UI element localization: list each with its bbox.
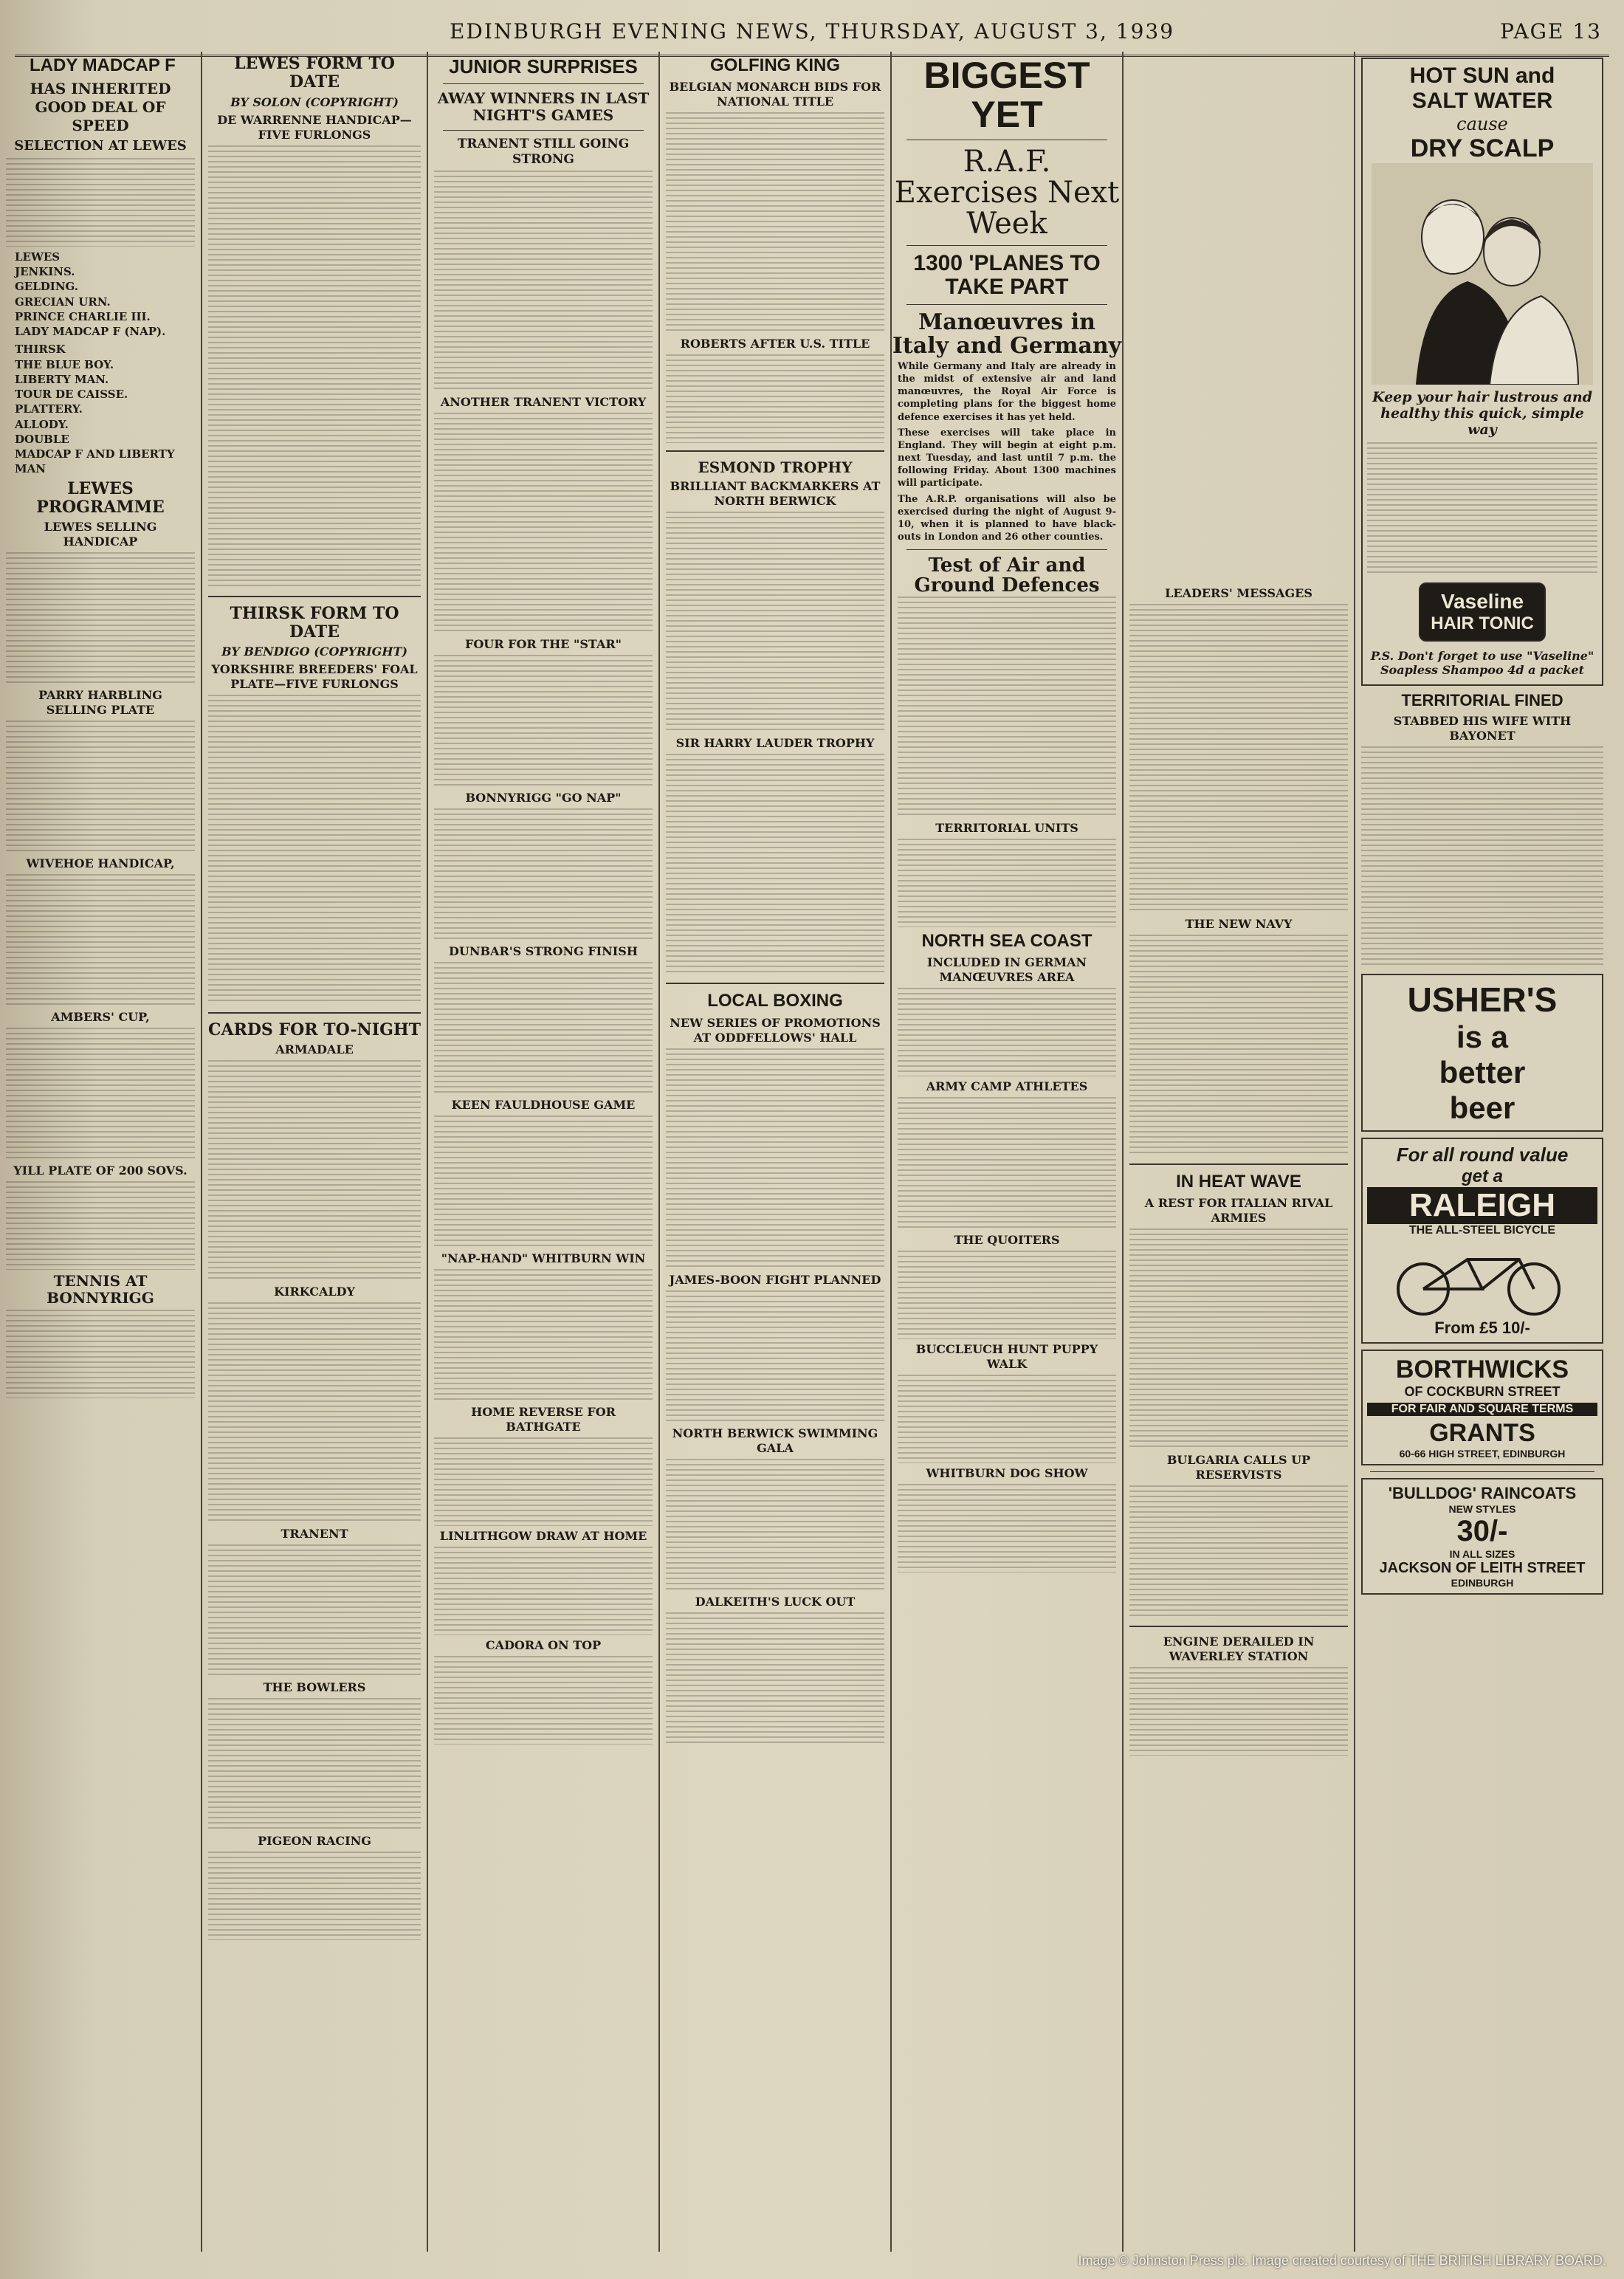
subhead-italian-armies: A REST FOR ITALIAN RIVAL ARMIES (1144, 1196, 1333, 1226)
ad-line: HOT SUN and (1409, 63, 1555, 88)
masthead (15, 13, 1609, 57)
headline-1300-planes: 1300 'PLANES TO TAKE PART (913, 251, 1101, 299)
article-text (208, 695, 421, 1005)
headline-manoeuvres: Manœuvres in Italy and Germany (892, 309, 1122, 359)
article-text (666, 112, 884, 334)
vaseline-logo (1419, 582, 1546, 642)
ad-line: beer (1449, 1090, 1515, 1126)
headline-lewes-form: LEWES FORM TO DATE (234, 54, 395, 92)
subhead-bayonet: STABBED HIS WIFE WITH BAYONET (1393, 714, 1572, 743)
subhead-speed: HAS INHERITED GOOD DEAL OF SPEED (30, 80, 171, 135)
raleigh-advert (1361, 1138, 1603, 1344)
headline-raf-exercises: R.A.F. Exercises Next Week (894, 145, 1120, 241)
ad-product: HAIR TONIC (1431, 613, 1534, 633)
image-credit: Image © Johnston Press plc. Image created courtesy of THE BRITISH LIBRARY BOARD. (1078, 2253, 1606, 2268)
list-item: LIBERTY MAN. (15, 372, 109, 386)
section-title: BULGARIA CALLS UP RESERVISTS (1166, 1453, 1311, 1482)
ushers-advert (1361, 974, 1603, 1132)
ad-sub: OF COCKBURN STREET (1404, 1384, 1561, 1400)
article-text (434, 1269, 653, 1402)
race-title: PARRY HARBLING SELLING PLATE (38, 688, 162, 718)
headline-thirsk-form: THIRSK FORM TO DATE (230, 603, 399, 642)
selections-lewes (15, 250, 186, 340)
article-text (1129, 1228, 1348, 1450)
headline-heat-wave: IN HEAT WAVE (1176, 1172, 1301, 1192)
article-text (666, 754, 884, 975)
ad-line: is a (1456, 1020, 1509, 1055)
headline-lewes-programme: LEWES PROGRAMME (36, 478, 165, 517)
column-raf-exercises (892, 52, 1124, 2252)
article-text (434, 1547, 653, 1635)
divider (906, 245, 1107, 246)
vaseline-advert (1361, 58, 1603, 686)
ad-brand: BORTHWICKS (1395, 1355, 1569, 1384)
masthead-title: EDINBURGH EVENING NEWS, THURSDAY, AUGUST 3, 1939 (449, 19, 1175, 44)
article-text (898, 1097, 1116, 1230)
subhead-belgian-monarch: BELGIAN MONARCH BIDS FOR NATIONAL TITLE (669, 80, 881, 109)
divider (1370, 1471, 1594, 1472)
column-news-continued (1124, 52, 1355, 2252)
column-adverts (1355, 52, 1609, 2252)
race-title: YORKSHIRE BREEDERS' FOAL PLATE—FIVE FURLONGS (211, 662, 418, 692)
race-title: WIVEHOE HANDICAP, (26, 856, 175, 871)
divider (1129, 1163, 1348, 1165)
borthwicks-advert (1361, 1350, 1603, 1465)
section-title: DUNBAR'S STRONG FINISH (449, 944, 638, 959)
article-text (6, 158, 195, 247)
headline-air-ground: Test of Air and Ground Defences (914, 554, 1100, 597)
article-text (6, 1028, 195, 1161)
ad-line: 'BULLDOG' RAINCOATS (1388, 1484, 1577, 1503)
section-title: LINLITHGOW DRAW AT HOME (439, 1529, 647, 1544)
list-item: GRECIAN URN. (15, 295, 111, 309)
ad-line: For all round value (1396, 1144, 1569, 1166)
article-text (666, 354, 884, 443)
subhead-selection: SELECTION AT LEWES (14, 138, 187, 154)
ad-line: NEW STYLES (1448, 1503, 1516, 1516)
article-text (208, 1060, 421, 1282)
column-racing-tips (0, 52, 202, 2252)
spacer-under-headline (1124, 52, 1354, 583)
article-text (208, 145, 421, 588)
article-text (666, 1290, 884, 1423)
divider (208, 596, 421, 597)
column-junior-football (428, 52, 660, 2252)
list-item: GELDING. (15, 280, 79, 294)
article-text (1129, 604, 1348, 914)
article-text (898, 1484, 1116, 1572)
section-title: BONNYRIGG "GO NAP" (465, 791, 622, 805)
column-form-guide (202, 52, 428, 2252)
article-text (434, 171, 653, 392)
article-text (208, 1544, 421, 1677)
list-item: LEWES (15, 250, 61, 264)
section-title: FOUR FOR THE "STAR" (464, 637, 622, 652)
ad-line: better (1439, 1055, 1526, 1090)
ad-band: FOR FAIR AND SQUARE TERMS (1367, 1403, 1597, 1416)
article-text (898, 839, 1116, 927)
ad-tagline: THE ALL-STEEL BICYCLE (1408, 1224, 1556, 1237)
section-title: THE QUOITERS (954, 1233, 1060, 1248)
section-title: ROBERTS AFTER U.S. TITLE (680, 337, 870, 351)
list-item: MADCAP F AND LIBERTY MAN (15, 447, 175, 476)
headline-territorial-fined: TERRITORIAL FINED (1401, 691, 1563, 709)
headline-biggest-yet: BIGGEST YET (923, 55, 1090, 135)
race-title: LEWES SELLING HANDICAP (44, 520, 157, 549)
ad-line: cause (1456, 114, 1508, 134)
bulldog-raincoats-advert (1361, 1478, 1603, 1595)
article-text (1129, 1485, 1348, 1618)
intro-text-3: The A.R.P. organisations will also be exercised during the night of August 9-10, when it is planned to have black-outs in London and 26 other counties. (898, 493, 1116, 543)
list-item: ALLODY. (15, 417, 69, 431)
article-text (6, 874, 195, 1007)
section-title: "NAP-HAND" WHITBURN WIN (441, 1251, 646, 1266)
section-title: ARMY CAMP ATHLETES (926, 1079, 1088, 1094)
ad-line: get a (1461, 1166, 1503, 1187)
section-title: ANOTHER TRANENT VICTORY (440, 395, 647, 410)
section-title: NORTH BERWICK SWIMMING GALA (672, 1426, 878, 1455)
divider (906, 549, 1107, 550)
article-text (666, 1459, 884, 1592)
section-title: ARMADALE (275, 1042, 354, 1057)
article-text (434, 1437, 653, 1526)
section-title: KIRKCALDY (274, 1285, 355, 1299)
ad-brand: Vaseline (1440, 590, 1524, 613)
divider (208, 1012, 421, 1014)
section-title: THE BOWLERS (263, 1680, 366, 1695)
subhead-oddfellows: NEW SERIES OF PROMOTIONS AT ODDFELLOWS' HALL (670, 1015, 881, 1045)
section-title: LEADERS' MESSAGES (1165, 586, 1312, 600)
section-title: TRANENT (281, 1527, 348, 1541)
divider (666, 450, 884, 452)
intro-text: While Germany and Italy are already in the midst of extensive air and land manœuvres, the Royal Air Force is completing plans for the biggest home defence exercises it has yet held. (898, 361, 1116, 423)
article-text (6, 1181, 195, 1270)
article-text (898, 1375, 1116, 1463)
section-title: CADORA ON TOP (485, 1638, 602, 1653)
article-text (1361, 746, 1603, 968)
article-text (208, 1852, 421, 1940)
headline-esmond-trophy: ESMOND TROPHY (698, 458, 853, 477)
headline-junior-surprises: JUNIOR SURPRISES (449, 55, 638, 78)
list-item: THIRSK (15, 343, 66, 357)
ad-brand: RALEIGH (1367, 1187, 1597, 1224)
headline-lady-madcap: LADY MADCAP F (30, 55, 176, 75)
article-text (6, 721, 195, 853)
divider (1129, 1626, 1348, 1627)
article-text (6, 1310, 195, 1398)
bicycle-icon (1372, 1237, 1593, 1319)
article-text (1129, 1667, 1348, 1756)
divider (906, 304, 1107, 305)
headline-local-boxing: LOCAL BOXING (707, 991, 843, 1011)
list-item: DOUBLE (15, 432, 69, 446)
list-item: PLATTERY. (15, 402, 83, 416)
ad-line: IN ALL SIZES (1449, 1548, 1515, 1561)
list-item: TOUR DE CAISSE. (15, 388, 128, 402)
section-title: KEEN FAULDHOUSE GAME (451, 1098, 636, 1113)
article-text (6, 552, 195, 685)
headline-tennis: TENNIS AT BONNYRIGG (47, 1272, 154, 1307)
ad-price: From £5 10/- (1434, 1319, 1530, 1338)
article-text (434, 1116, 653, 1248)
headline-golfing-king: GOLFING KING (710, 55, 840, 75)
headline-north-sea: NORTH SEA COAST (921, 930, 1093, 951)
column-golf-boxing (660, 52, 892, 2252)
ad-body-text (1367, 442, 1597, 575)
section-title: ENGINE DERAILED IN WAVERLEY STATION (1163, 1635, 1315, 1664)
divider (666, 983, 884, 984)
race-title: DE WARRENNE HANDICAP—FIVE FURLONGS (217, 112, 412, 142)
subhead-tranent: TRANENT STILL GOING STRONG (457, 136, 630, 167)
ad-caption: Keep your hair lustrous and healthy this quick, simple way (1372, 389, 1593, 438)
ad-city: EDINBURGH (1451, 1577, 1514, 1589)
article-text (666, 1612, 884, 1745)
ad-line: USHER'S (1407, 980, 1558, 1020)
page-number: PAGE 13 (1500, 19, 1602, 44)
ad-shop: JACKSON OF LEITH STREET (1379, 1560, 1586, 1577)
couple-illustration (1372, 163, 1593, 385)
race-title: AMBERS' CUP, (51, 1010, 150, 1025)
subhead-german-area: INCLUDED IN GERMAN MANŒUVRES AREA (926, 955, 1087, 985)
article-text (898, 988, 1116, 1076)
article-text (666, 1048, 884, 1270)
subhead-away-winners: AWAY WINNERS IN LAST NIGHT'S GAMES (437, 89, 650, 124)
article-text (666, 512, 884, 733)
list-item: PRINCE CHARLIE III. (15, 309, 151, 323)
ad-ps: P.S. Don't forget to use "Vaseline" Soapless Shampoo 4d a packet (1370, 649, 1594, 677)
list-item: JENKINS. (15, 265, 75, 279)
subhead-backmarkers: BRILLIANT BACKMARKERS AT NORTH BERWICK (670, 479, 881, 509)
section-title: BUCCLEUCH HUNT PUPPY WALK (915, 1342, 1098, 1372)
ad-store: GRANTS (1429, 1419, 1535, 1448)
section-title: HOME REVERSE FOR BATHGATE (471, 1405, 616, 1434)
divider (443, 130, 644, 131)
list-item: LADY MADCAP F (NAP). (15, 325, 166, 339)
article-text (434, 655, 653, 788)
section-title: TERRITORIAL UNITS (935, 820, 1078, 835)
article-text (898, 597, 1116, 818)
article-text (434, 413, 653, 634)
ad-address: 60-66 HIGH STREET, EDINBURGH (1399, 1448, 1566, 1460)
ad-price: 30/- (1456, 1515, 1508, 1548)
race-title: YILL PLATE OF 200 SOVS. (13, 1163, 187, 1178)
section-title: WHITBURN DOG SHOW (926, 1466, 1088, 1481)
section-title: SIR HARRY LAUDER TROPHY (675, 736, 875, 751)
article-text (208, 1698, 421, 1831)
ad-line: DRY SCALP (1410, 134, 1555, 162)
article-text (208, 1302, 421, 1524)
byline-bendigo: BY BENDIGO (COPYRIGHT) (221, 644, 407, 659)
article-text (898, 1251, 1116, 1339)
list-item: THE BLUE BOY. (15, 357, 114, 371)
intro-text-2: These exercises will take place in England. They will begin at eight p.m. next Tuesday, and last until 7 p.m. the following Friday. About 1300 machines will participate. (898, 427, 1116, 489)
article-text (434, 808, 653, 941)
article-text (434, 962, 653, 1095)
section-title: THE NEW NAVY (1185, 917, 1293, 931)
divider (443, 83, 644, 84)
headline-cards-tonight: CARDS FOR TO-NIGHT (207, 1020, 422, 1040)
article-text (434, 1656, 653, 1745)
selections-thirsk (15, 342, 186, 476)
article-text (1129, 935, 1348, 1156)
ad-line: SALT WATER (1411, 89, 1553, 113)
section-title: JAMES-BOON FIGHT PLANNED (669, 1272, 881, 1287)
byline-solon: BY SOLON (COPYRIGHT) (230, 94, 399, 109)
section-title: DALKEITH'S LUCK OUT (695, 1594, 856, 1609)
section-title: PIGEON RACING (258, 1834, 371, 1849)
